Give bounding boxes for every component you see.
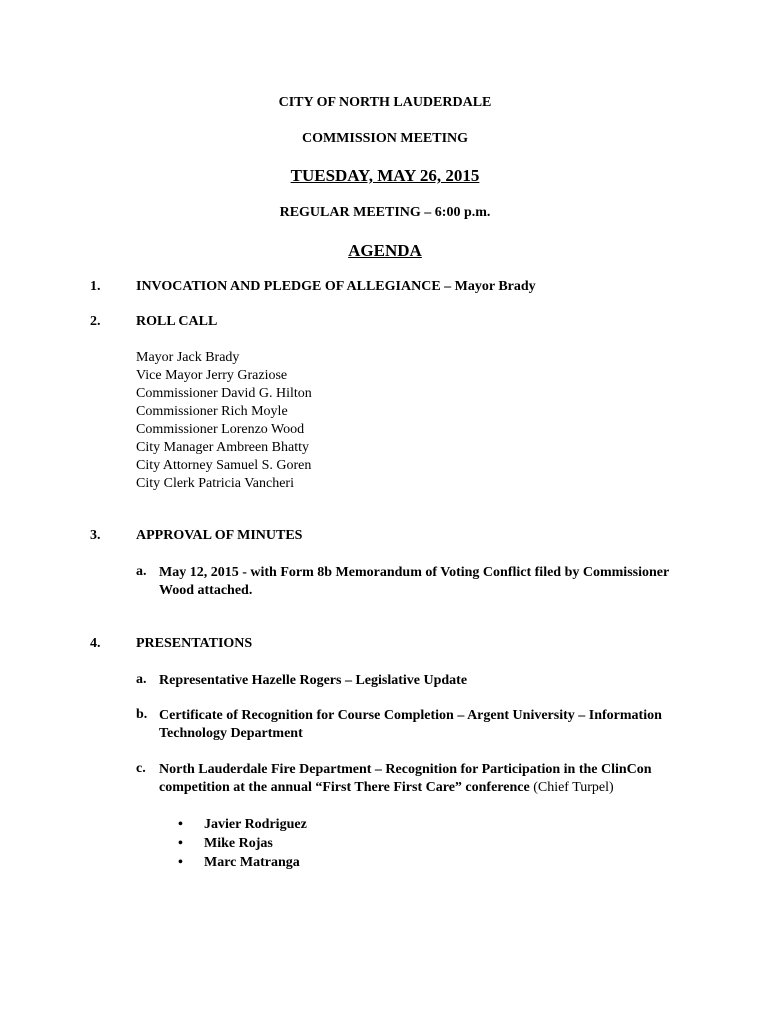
recipient-name: Marc Matranga: [204, 855, 300, 870]
presentation-item-text: Representative Hazelle Rogers – Legislative Update: [159, 673, 468, 688]
meeting-date: TUESDAY, MAY 26, 2015: [290, 166, 480, 185]
presentation-item-text: Certificate of Recognition for Course Completion – Argent University – Information Technology Department: [159, 708, 662, 741]
roll-call-member: Vice Mayor Jerry Graziose: [136, 368, 288, 383]
sub-item-letter: b.: [136, 707, 148, 722]
meeting-time: REGULAR MEETING – 6:00 p.m.: [279, 205, 491, 220]
recipient-item: [178, 834, 307, 853]
item-title-roll-call: ROLL CALL: [136, 314, 218, 329]
recipient-list: [178, 815, 307, 872]
item-title-invocation: INVOCATION AND PLEDGE OF ALLEGIANCE – Mayor Brady: [136, 279, 536, 294]
sub-item-letter: c.: [136, 761, 146, 776]
roll-call-member: Commissioner Lorenzo Wood: [136, 422, 305, 437]
city-heading: CITY OF NORTH LAUDERDALE: [278, 95, 492, 110]
agenda-title: AGENDA: [348, 241, 422, 260]
roll-call-member: City Manager Ambreen Bhatty: [136, 440, 310, 455]
meeting-heading: COMMISSION MEETING: [301, 131, 469, 146]
item-number: 2.: [90, 314, 101, 329]
item-title-presentations: PRESENTATIONS: [136, 636, 253, 651]
roll-call-member: City Attorney Samuel S. Goren: [136, 458, 312, 473]
bullet-icon: •: [178, 836, 183, 851]
item-title-minutes: APPROVAL OF MINUTES: [136, 528, 303, 543]
recipient-item: [178, 853, 307, 872]
presentation-item-text: North Lauderdale Fire Department – Recognition for Participation in the ClinCon competition at the annual “First There First Care” conference: [159, 762, 652, 795]
recipient-name: Mike Rojas: [204, 836, 273, 851]
roll-call-member: Commissioner David G. Hilton: [136, 386, 312, 401]
roll-call-member: Commissioner Rich Moyle: [136, 404, 288, 419]
presentation-item-text-fire-dept: [159, 761, 669, 797]
recipient-item: [178, 815, 307, 834]
item-number: 1.: [90, 279, 101, 294]
sub-item-letter: a.: [136, 672, 147, 687]
roll-call-member: Mayor Jack Brady: [136, 350, 240, 365]
bullet-icon: •: [178, 817, 183, 832]
roll-call-list: [136, 349, 312, 493]
minutes-item-text: May 12, 2015 - with Form 8b Memorandum of Voting Conflict filed by Commissioner Wood attached.: [159, 565, 669, 598]
roll-call-member: City Clerk Patricia Vancheri: [136, 476, 294, 491]
item-number: 3.: [90, 528, 101, 543]
item-number: 4.: [90, 636, 101, 651]
sub-item-letter: a.: [136, 564, 147, 579]
presentation-note: (Chief Turpel): [533, 780, 614, 795]
recipient-name: Javier Rodriguez: [204, 817, 307, 832]
bullet-icon: •: [178, 855, 183, 870]
